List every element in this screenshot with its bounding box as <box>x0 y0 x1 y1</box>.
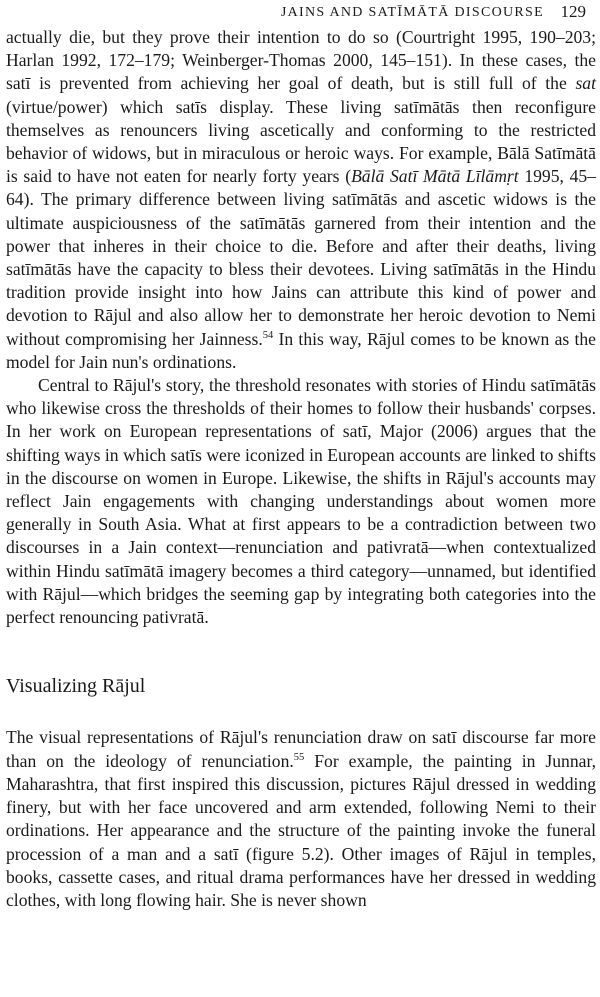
paragraph-3-text-a: The visual representations of Rājul's renunciation draw on satī discourse far more than on the ideology of renunciation. <box>6 727 596 771</box>
footnote-marker-55[interactable]: 55 <box>293 751 305 763</box>
paragraph-1 <box>6 26 596 374</box>
body-text <box>6 26 596 912</box>
page-header <box>0 2 600 26</box>
italic-citation-title: Bālā Satī Mātā Līlāmṛt <box>351 166 519 187</box>
paragraph-3 <box>6 726 596 912</box>
italic-term-sat: sat <box>575 73 596 94</box>
running-head: JAINS AND SATĪMĀTĀ DISCOURSE <box>280 5 544 20</box>
page-number: 129 <box>560 2 586 21</box>
paragraph-1-text-a: actually die, but they prove their intention to do so (Courtright 1995, 190–203; Harlan 1992, 172–179; Weinberger-Thomas 2000, 145–151). In these cases, the satī is prevented from achieving her goal of death, but is still full of the <box>6 27 596 94</box>
paragraph-1-text-c: 1995, 45–64). The primary difference between living satīmātās and ascetic widows is the ultimate auspiciousness of the satīmātās garnered from their intention and the power that inheres in their choice to die. Before and after their deaths, living satīmātās have the capacity to bless their devotees. Living satīmātās in the Hindu tradition provide insight into how Jains can attribute this kind of power and devotion to Rājul and also allow her to demonstrate her heroic devotion to Nemi without compromising her Jainness. <box>6 166 597 349</box>
paragraph-1-text-d: In this way, Rājul comes to be known as the model for Jain nun's ordinations. <box>6 328 596 372</box>
footnote-marker-54[interactable]: 54 <box>262 329 274 341</box>
section-heading: Visualizing Rājul <box>6 675 146 698</box>
paragraph-2: Central to Rājul's story, the threshold resonates with stories of Hindu satīmātās who likewise cross the thresholds of their homes to follow their husbands' corpses. In her work on European representations of satī, Major (2006) argues that the shifting ways in which satīs were iconized in European accounts are linked to shifts in the discourse on women in Europe. Likewise, the shifts in Rājul's accounts may reflect Jain engagements with changing understandings about women more generally in South Asia. What at first appears to be a contradiction between two discourses in a Jain context—renunciation and pativratā—when contextualized within Hindu satīmātā imagery becomes a third category—unnamed, but identified with Rājul—which bridges the seeming gap by integrating both categories into the perfect renouncing pativratā. <box>6 375 596 628</box>
paragraph-3-text-b: For example, the painting in Junnar, Maharashtra, that first inspired this discussion, pictures Rājul dressed in wedding finery, but with her face uncovered and arm extended, following Nemi to their ordinations. Her appearance and the structure of the painting invoke the funeral procession of a man and a satī (figure 5.2). Other images of Rājul in temples, books, cassette cases, and ritual drama performances have her dressed in wedding clothes, with long flowing hair. She is never shown <box>6 750 596 910</box>
paragraph-1-text-b: (virtue/power) which satīs display. These living satīmātās then reconfigure themselves as renouncers living ascetically and conforming to the restricted behavior of widows, but in miraculous or heroic ways. For example, Bālā Satīmātā is said to have not eaten for nearly forty years ( <box>6 96 596 187</box>
